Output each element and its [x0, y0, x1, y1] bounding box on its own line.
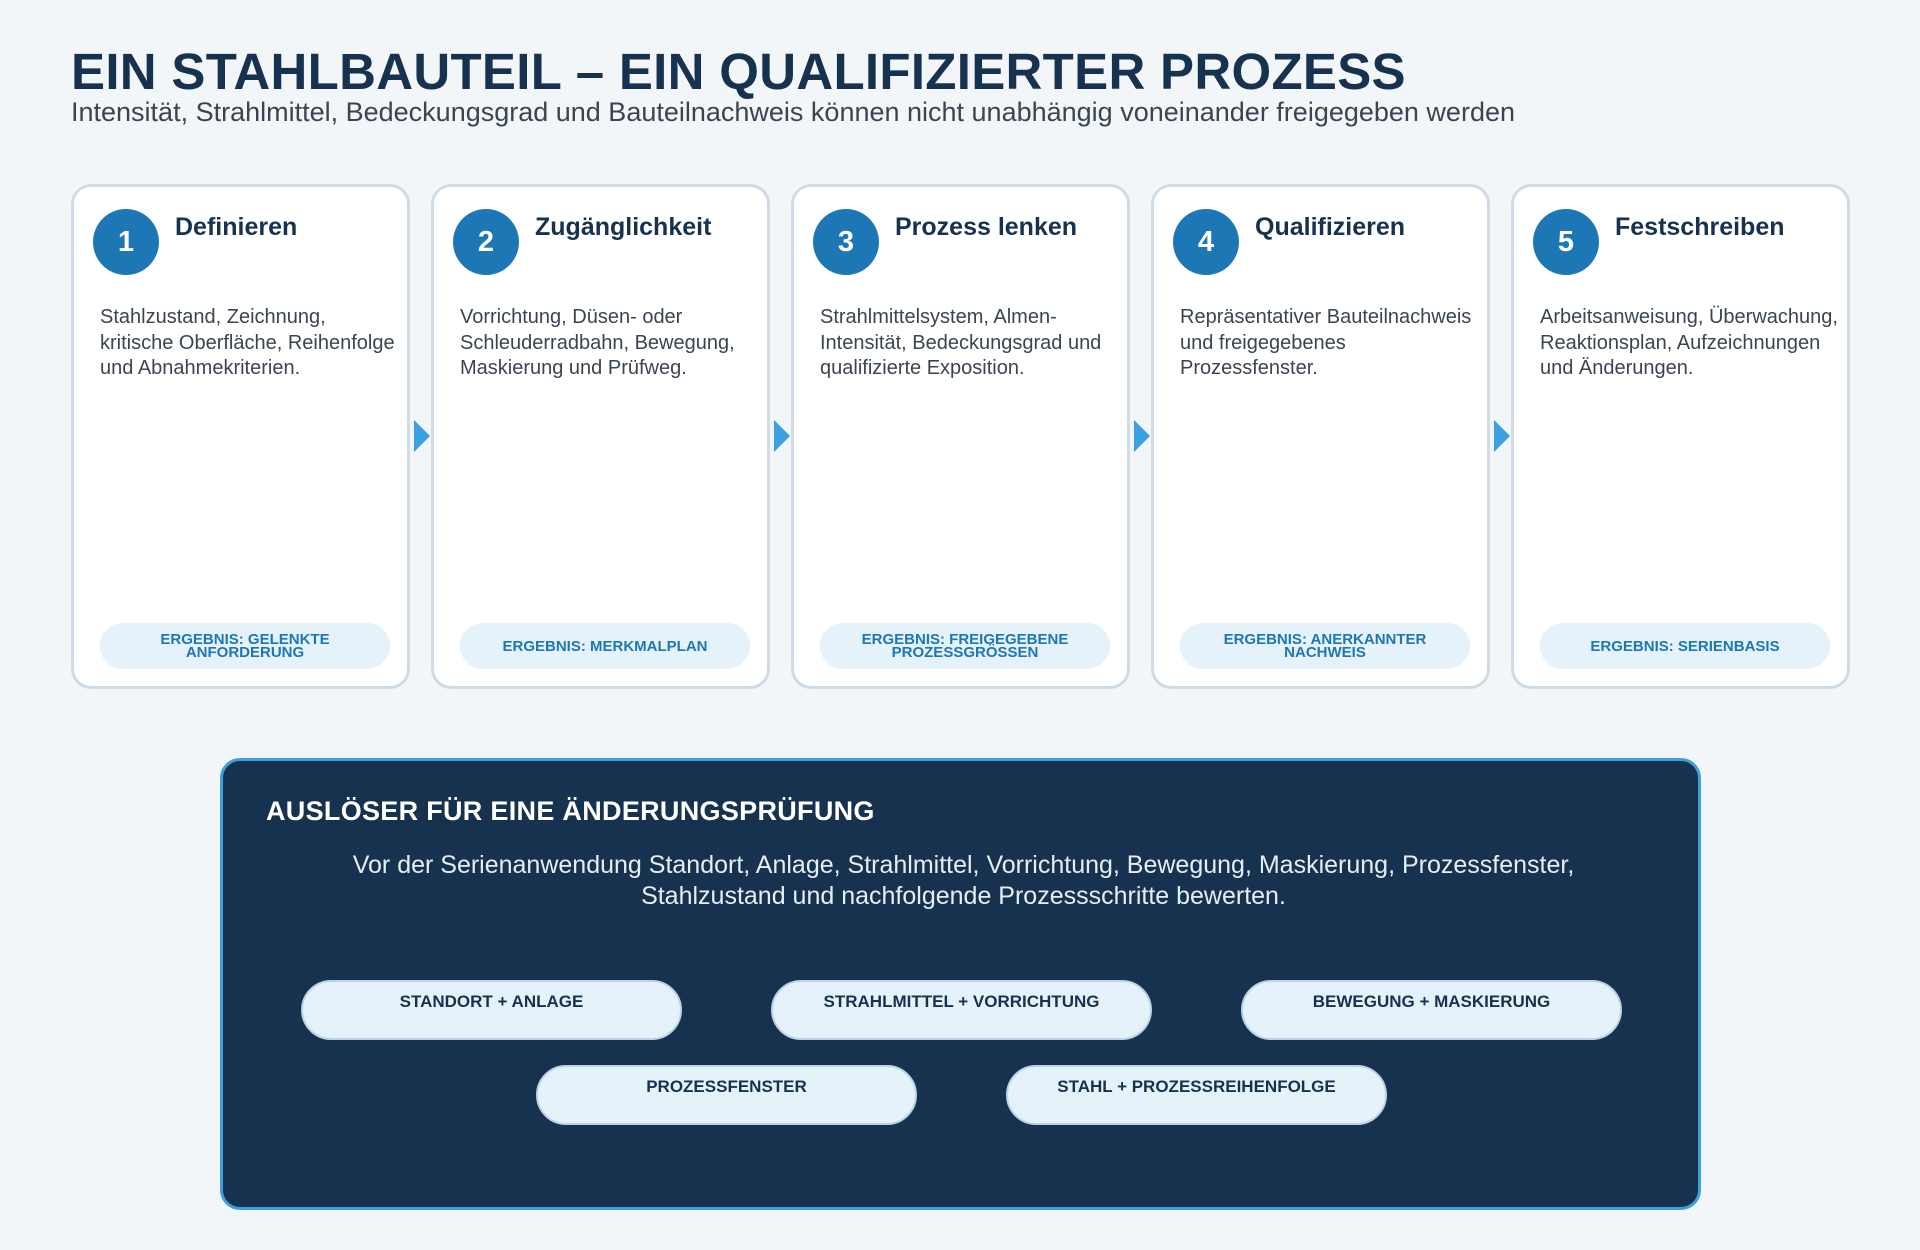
step-result-badge: ERGEBNIS: MERKMALPLAN	[460, 623, 750, 669]
page-subtitle: Intensität, Strahlmittel, Bedeckungsgrad und Bauteilnachweis können nicht unabhängig voneinander freigegeben werden	[71, 97, 1515, 127]
step-description: Strahlmittelsystem, Almen-Intensität, Bedeckungsgrad und qualifizierte Exposition.	[820, 306, 1102, 379]
trigger-chip: PROZESSFENSTER	[536, 1065, 917, 1125]
process-steps	[71, 184, 1851, 689]
step-card-4	[1151, 184, 1490, 689]
step-number-badge: 5	[1533, 209, 1599, 275]
chevron-right-icon	[414, 420, 430, 452]
change-review-title: AUSLÖSER FÜR EINE ÄNDERUNGSPRÜFUNG	[266, 796, 875, 826]
chevron-right-icon	[1494, 420, 1510, 452]
step-title: Festschreiben	[1615, 213, 1785, 241]
page-title: EIN STAHLBAUTEIL – EIN QUALIFIZIERTER PROZESS	[71, 43, 1406, 100]
trigger-chip: BEWEGUNG + MASKIERUNG	[1241, 980, 1622, 1040]
change-review-panel	[220, 758, 1701, 1210]
chevron-right-icon	[774, 420, 790, 452]
step-title: Definieren	[175, 213, 298, 241]
step-title: Zugänglichkeit	[535, 213, 712, 241]
step-title: Qualifizieren	[1255, 213, 1406, 241]
chevron-right-icon	[1134, 420, 1150, 452]
step-card-1	[71, 184, 410, 689]
step-result-badge: ERGEBNIS: ANERKANNTER NACHWEIS	[1180, 623, 1470, 669]
step-card-2	[431, 184, 770, 689]
trigger-chip: STRAHLMITTEL + VORRICHTUNG	[771, 980, 1152, 1040]
step-description: Repräsentativer Bauteilnachweis und freigegebenes Prozessfenster.	[1180, 306, 1472, 379]
step-card-5	[1511, 184, 1850, 689]
step-title: Prozess lenken	[895, 213, 1078, 241]
change-review-description: Vor der Serienanwendung Standort, Anlage, Strahlmittel, Vorrichtung, Bewegung, Maskierung, Prozessfenster, Stahlzustand und nachfolgende Prozessschritte bewerten.	[352, 851, 1575, 910]
step-description: Stahlzustand, Zeichnung, kritische Oberfläche, Reihenfolge und Abnahmekriterien.	[100, 306, 395, 379]
step-result-badge: ERGEBNIS: SERIENBASIS	[1540, 623, 1830, 669]
step-card-3	[791, 184, 1130, 689]
step-description: Arbeitsanweisung, Überwachung, Reaktionsplan, Aufzeichnungen und Änderungen.	[1540, 306, 1838, 379]
step-result-badge: ERGEBNIS: GELENKTE ANFORDERUNG	[100, 623, 390, 669]
step-number-badge: 2	[453, 209, 519, 275]
step-description: Vorrichtung, Düsen- oder Schleuderradbahn, Bewegung, Maskierung und Prüfweg.	[460, 306, 735, 379]
step-number-badge: 1	[93, 209, 159, 275]
step-number-badge: 4	[1173, 209, 1239, 275]
step-number-badge: 3	[813, 209, 879, 275]
step-result-badge: ERGEBNIS: FREIGEGEBENE PROZESSGRÖSSEN	[820, 623, 1110, 669]
trigger-chip: STAHL + PROZESSREIHENFOLGE	[1006, 1065, 1387, 1125]
trigger-chip: STANDORT + ANLAGE	[301, 980, 682, 1040]
